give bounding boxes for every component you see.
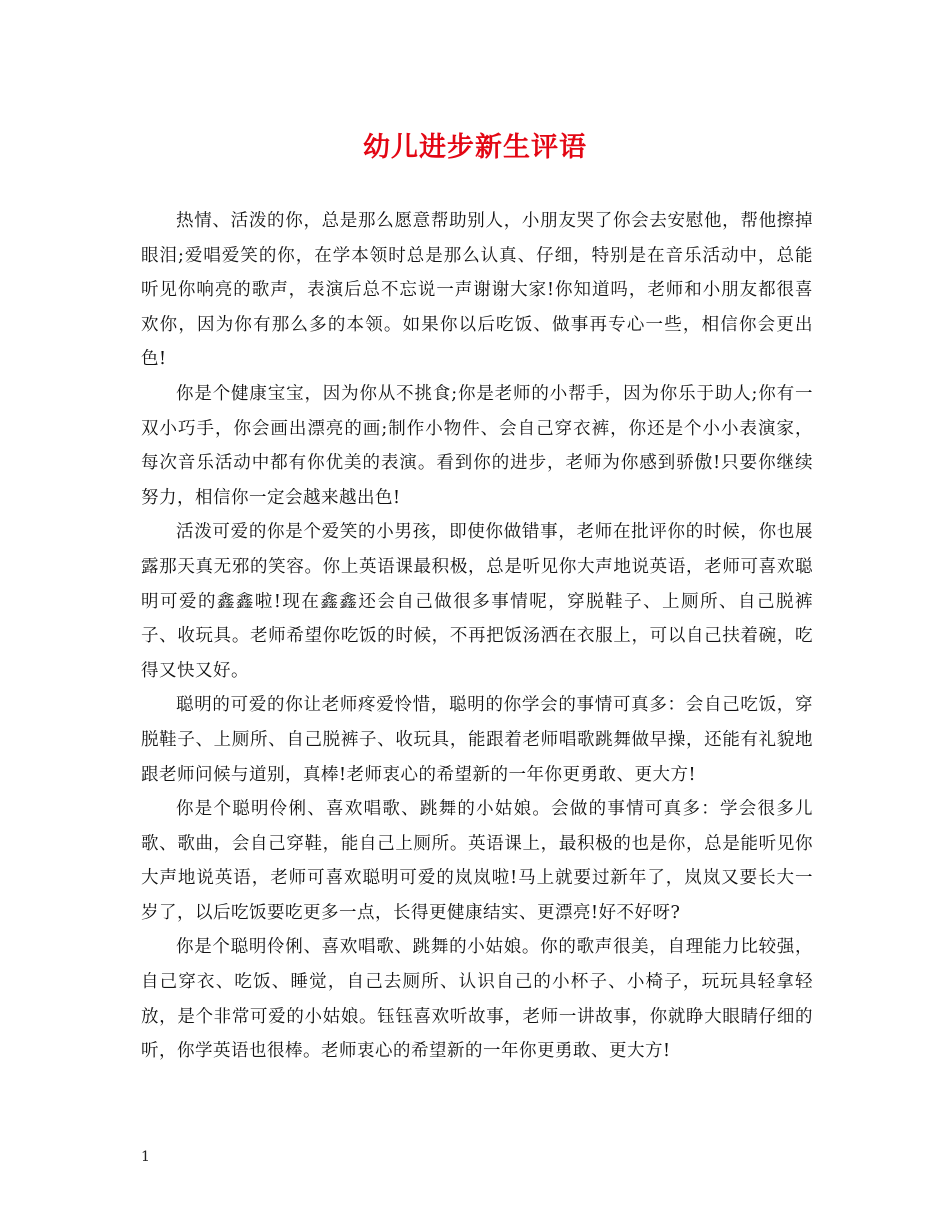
- paragraph-4: 聪明的可爱的你让老师疼爱怜惜，聪明的你学会的事情可真多：会自己吃饭，穿脱鞋子、上厕所、自己脱裤子、收玩具，能跟着老师唱歌跳舞做早操，还能有礼貌地跟老师问候与道别，真棒!老师衷心的希望新的一年你更勇敢、更大方!: [141, 695, 813, 785]
- document-title: 幼儿进步新生评语: [363, 132, 587, 163]
- paragraph-1: 热情、活泼的你，总是那么愿意帮助别人，小朋友哭了你会去安慰他，帮他擦掉眼泪;爱唱爱笑的你，在学本领时总是那么认真、仔细，特别是在音乐活动中，总能听见你响亮的歌声，表演后总不忘说一声谢谢大家!你知道吗，老师和小朋友都很喜欢你，因为你有那么多的本领。如果你以后吃饭、做事再专心一些，相信你会更出色!: [141, 211, 813, 370]
- page-number: 1: [141, 1149, 150, 1165]
- paragraph-2: 你是个健康宝宝，因为你从不挑食;你是老师的小帮手，因为你乐于助人;你有一双小巧手，你会画出漂亮的画;制作小物件、会自己穿衣裤，你还是个小小表演家，每次音乐活动中都有你优美的表演。看到你的进步，老师为你感到骄傲!只要你继续努力，相信你一定会越来越出色!: [141, 383, 813, 508]
- paragraph-3: 活泼可爱的你是个爱笑的小男孩，即使你做错事，老师在批评你的时候，你也展露那天真无邪的笑容。你上英语课最积极，总是听见你大声地说英语，老师可喜欢聪明可爱的鑫鑫啦!现在鑫鑫还会自己做很多事情呢，穿脱鞋子、上厕所、自己脱裤子、收玩具。老师希望你吃饭的时候，不再把饭汤洒在衣服上，可以自己扶着碗，吃得又快又好。: [141, 522, 813, 681]
- paragraph-5: 你是个聪明伶俐、喜欢唱歌、跳舞的小姑娘。会做的事情可真多：学会很多儿歌、歌曲，会自己穿鞋，能自己上厕所。英语课上，最积极的也是你，总是能听见你大声地说英语，老师可喜欢聪明可爱的岚岚啦!马上就要过新年了，岚岚又要长大一岁了，以后吃饭要吃更多一点，长得更健康结实、更漂亮!好不好呀?: [141, 799, 813, 923]
- document-body: [141, 204, 813, 1069]
- paragraph-6: 你是个聪明伶俐、喜欢唱歌、跳舞的小姑娘。你的歌声很美，自理能力比较强，自己穿衣、吃饭、睡觉，自己去厕所、认识自己的小杯子、小椅子，玩玩具轻拿轻放，是个非常可爱的小姑娘。钰钰喜欢听故事，老师一讲故事，你就睁大眼睛仔细的听，你学英语也很棒。老师衷心的希望新的一年你更勇敢、更大方!: [141, 937, 813, 1062]
